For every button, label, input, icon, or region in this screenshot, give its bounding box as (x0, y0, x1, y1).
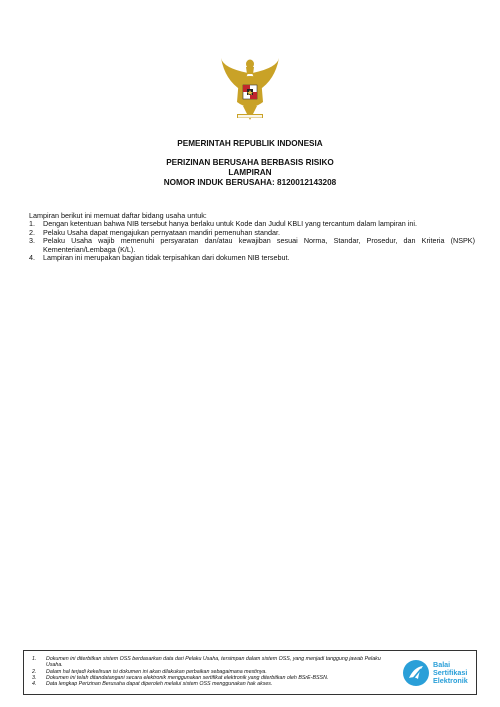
footer-note-number: 1. (32, 656, 37, 662)
footer-note-text: Dokumen ini telah ditandatangani secara elektronik menggunakan sertifikat elektronik yang diterbitkan oleh BSrE-BSSN. (46, 674, 329, 681)
garuda-pancasila-emblem-icon (219, 58, 281, 124)
footer-notes-list (32, 656, 382, 687)
list-item-number: 3. (29, 236, 35, 246)
footer-note (32, 656, 382, 669)
footer-note-text: Dokumen ini diterbitkan sistem OSS berdasarkan data dari Pelaku Usaha, tersimpan dalam sistem OSS, yang menjadi tanggung jawab Pelaku Usaha. (46, 656, 381, 669)
nib-number: NOMOR INDUK BERUSAHA: 8120012143208 (163, 178, 337, 187)
document-subtitle: LAMPIRAN (228, 168, 272, 177)
bsre-label-line: Sertifikasi (433, 668, 468, 677)
government-heading (0, 139, 500, 149)
footer-note-text: Data lengkap Perizinan Berusaha dapat diperoleh melalui sistem OSS menggunakan hak akses. (46, 681, 273, 688)
list-item (29, 254, 475, 263)
terms-list (29, 220, 475, 263)
bsre-label-line: Elektronik (433, 676, 468, 685)
government-name: PEMERINTAH REPUBLIK INDONESIA (177, 139, 323, 148)
list-item-number: 4. (29, 253, 35, 263)
bsre-label (433, 661, 468, 685)
list-item (29, 237, 475, 254)
list-item-text: Lampiran ini merupakan bagian tidak terpisahkan dari dokumen NIB tersebut. (43, 253, 290, 263)
list-item-number: 1. (29, 219, 35, 228)
footer-note-number: 3. (32, 674, 37, 681)
list-item-text: Pelaku Usaha dapat mengajukan pernyataan mandiri pemenuhan standar. (43, 227, 280, 237)
list-item-text: Dengan ketentuan bahwa NIB tersebut hanya berlaku untuk Kode dan Judul KBLI yang tercantum dalam lampiran ini. (43, 219, 417, 228)
footer-note-number: 2. (32, 668, 37, 675)
list-item-text: Pelaku Usaha wajib memenuhi persyaratan dan/atau kewajiban sesuai Norma, Standar, Prosedur, dan Kriteria (NSPK) Kementerian/Lembaga (K/L). (43, 236, 475, 254)
bsre-badge (402, 659, 476, 689)
document-title: PERIZINAN BERUSAHA BERBASIS RISIKO (166, 158, 334, 167)
footer-note-number: 4. (32, 681, 37, 688)
footer-notes-box (23, 650, 477, 695)
list-item-number: 2. (29, 227, 35, 237)
intro-text: Lampiran berikut ini memuat daftar bidang usaha untuk: (29, 211, 207, 220)
bsre-logo-icon (402, 659, 430, 687)
bsre-label-line: Balai (433, 660, 451, 669)
footer-note-text: Dalam hal terjadi kekeliruan isi dokumen ini akan dilakukan perbaikan sebagaimana mestinya. (46, 668, 267, 675)
document-title-block (0, 158, 500, 188)
footer-note (32, 681, 382, 687)
